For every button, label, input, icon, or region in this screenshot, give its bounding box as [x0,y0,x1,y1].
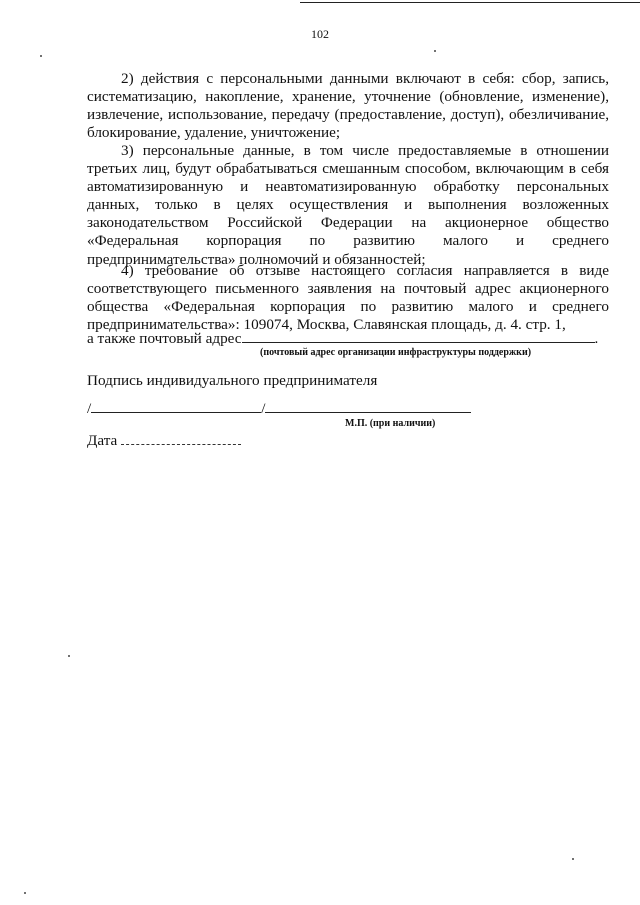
date-field[interactable] [121,430,241,445]
scan-speck [572,858,574,860]
signature-slash-2: / [261,400,266,417]
scan-speck [434,50,436,52]
signature-field[interactable] [91,398,261,413]
postal-address-prefix: а также почтовый адрес [87,330,242,347]
postal-address-caption: (почтовый адрес организации инфраструктуры поддержки) [260,347,532,358]
postal-address-suffix: . [594,330,599,347]
signature-name-field[interactable] [265,398,471,413]
paragraph-item-3: 3) персональные данные, в том числе предоставляемые в отношении третьих лиц, будут обрабатываться смешанным способом, включающим в себя автоматизированную и неавтоматизированную обработку персональных данных, только в целях осуществления и выполнения возложенных законодательством Российской Федерации на акционерное общество «Федеральная корпорация по развитию малого и среднего предпринимательства» полномочий и обязанностей; [87,142,609,268]
scan-speck [68,655,70,657]
scan-speck [24,892,26,894]
scan-edge-top [300,2,640,3]
signature-row [87,398,471,418]
postal-address-field[interactable] [242,330,595,343]
date-row [87,430,241,450]
signature-heading: Подпись индивидуального предпринимателя [87,372,378,389]
stamp-caption: М.П. (при наличии) [345,418,436,429]
scan-speck [40,55,42,57]
signature-slash-1: / [87,400,92,417]
paragraph-item-2: 2) действия с персональными данными включают в себя: сбор, запись, систематизацию, накопление, хранение, уточнение (обновление, изменение), извлечение, использование, передачу (предоставление, доступ), обезличивание, блокирование, удаление, уничтожение; [87,70,609,142]
paragraph-item-4: 4) требование об отзыве настоящего согласия направляется в виде соответствующего письменного заявления на почтовый адрес акционерного общества «Федеральная корпорация по развитию малого и среднего предпринимательства»: 109074, Москва, Славянская площадь, д. 4. стр. 1, [87,262,609,334]
date-label: Дата [87,432,118,449]
postal-address-line [87,330,609,348]
page-number: 102 [311,27,329,41]
